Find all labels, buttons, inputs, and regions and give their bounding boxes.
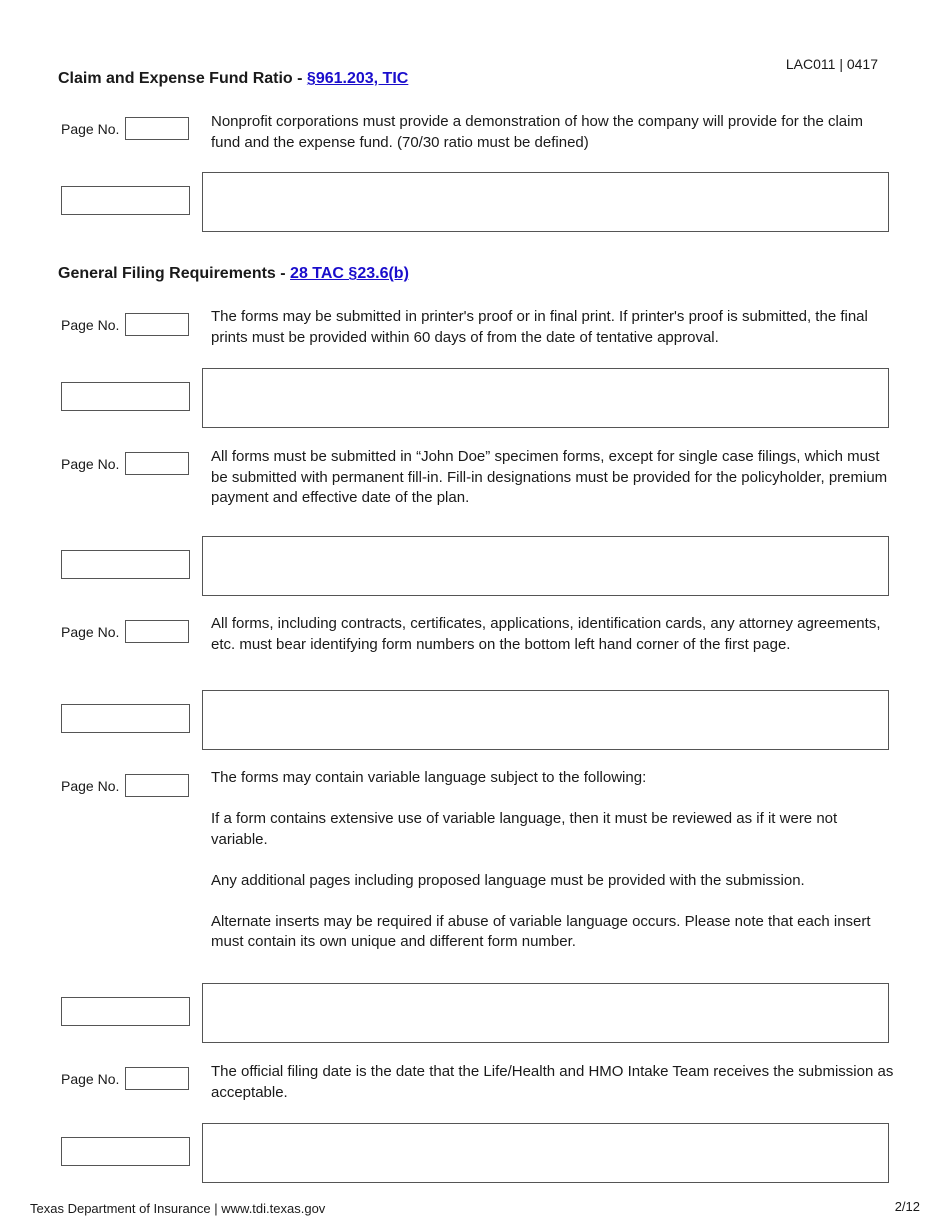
requirement-text [211,768,896,953]
requirement-paragraph: Alternate inserts may be required if abuse of variable language occurs. Please note that each insert must contain its own unique and different form number. [211,912,871,950]
page-no-input[interactable] [125,774,189,797]
page-no-input[interactable] [125,452,189,475]
page-no-label: Page No. [61,456,120,472]
check-input[interactable] [61,704,190,733]
page-no-input[interactable] [125,620,189,643]
page-no-label: Page No. [61,778,120,794]
form-id: LAC011 | 0417 [785,56,878,72]
page-no-input[interactable] [125,313,189,336]
statute-link-23-6b[interactable]: 28 TAC §23.6(b) [290,265,409,282]
comment-input[interactable] [202,1123,889,1183]
requirement-text [211,112,896,153]
footer-agency: Texas Department of Insurance | www.tdi.texas.gov [30,1201,326,1216]
requirement-paragraph: All forms must be submitted in “John Doe” specimen forms, except for single case filings, which must be submitted with permanent fill-in. Fill-in designations must be provided for the policyholder, premium payment and effective date of the plan. [211,448,888,506]
requirement-paragraph: All forms, including contracts, certificates, applications, identification cards, any attorney agreements, etc. must bear identifying form numbers on the bottom left hand corner of the first page. [211,615,881,653]
comment-input[interactable] [202,368,889,428]
page-no-label: Page No. [61,121,120,137]
statute-link-961-203[interactable]: §961.203, TIC [306,70,409,87]
requirement-text [211,307,896,348]
requirement-paragraph: Nonprofit corporations must provide a demonstration of how the company will provide for the claim fund and the expense fund. (70/30 ratio must be defined) [211,113,863,151]
page-no-input[interactable] [125,117,189,140]
check-input[interactable] [61,382,190,411]
check-input[interactable] [61,550,190,579]
requirement-paragraph: If a form contains extensive use of variable language, then it must be reviewed as if it were not variable. [211,810,838,848]
footer-page-number: 2/12 [894,1199,920,1214]
section-title-claim-expense [58,70,408,88]
page-no-label: Page No. [61,317,120,333]
comment-input[interactable] [202,690,889,750]
requirement-paragraph: The forms may contain variable language subject to the following: [211,769,647,786]
check-input[interactable] [61,186,190,215]
section-title-general-filing [58,265,409,283]
requirement-text [211,1062,896,1103]
comment-input[interactable] [202,983,889,1043]
comment-input[interactable] [202,172,889,232]
page-no-label: Page No. [61,1071,120,1087]
requirement-paragraph: The forms may be submitted in printer's proof or in final print. If printer's proof is submitted, the final prints must be provided within 60 days of from the date of tentative approval. [211,308,868,346]
check-input[interactable] [61,997,190,1026]
page-no-label: Page No. [61,624,120,640]
requirement-text [211,614,896,655]
section-title-text: Claim and Expense Fund Ratio - [58,70,307,87]
comment-input[interactable] [202,536,889,596]
page-no-input[interactable] [125,1067,189,1090]
requirement-paragraph: Any additional pages including proposed language must be provided with the submission. [211,871,805,889]
check-input[interactable] [61,1137,190,1166]
requirement-text [211,447,896,509]
requirement-paragraph: The official filing date is the date that the Life/Health and HMO Intake Team receives the submission as acceptable. [211,1063,894,1101]
section-title-text: General Filing Requirements - [58,265,291,282]
